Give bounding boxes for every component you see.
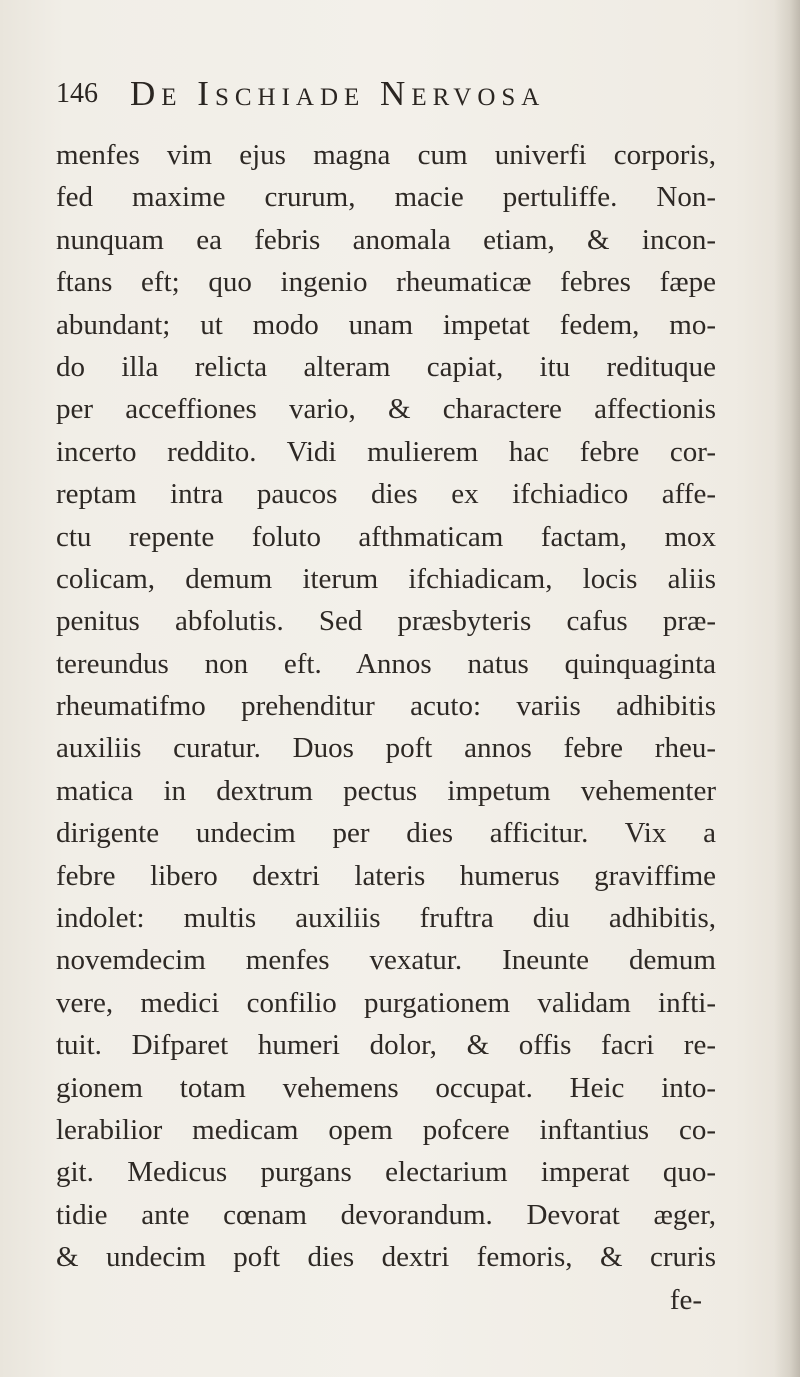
text-line: reptam intra paucos dies ex ifchiadico affe- — [56, 478, 716, 511]
text-line: git. Medicus purgans electarium imperat quo- — [56, 1156, 716, 1189]
text-line: colicam, demum iterum ifchiadicam, locis aliis — [56, 562, 716, 595]
text-line: tereundus non eft. Annos natus quinquaginta — [56, 647, 716, 680]
text-line: tidie ante cœnam devorandum. Devorat æger, — [56, 1198, 716, 1231]
body-text — [56, 134, 716, 1321]
text-line: abundant; ut modo unam impetat fedem, mo- — [56, 308, 716, 341]
text-line: vere, medici confilio purgationem validam infti- — [56, 986, 716, 1019]
text-line: per acceffiones vario, & charactere affectionis — [56, 393, 716, 426]
text-line: fed maxime crurum, macie pertuliffe. Non- — [56, 181, 716, 214]
text-line: menfes vim ejus magna cum univerfi corporis, — [56, 139, 716, 171]
text-line: febre libero dextri lateris humerus graviffime — [56, 859, 716, 892]
text-line: rheumatifmo prehenditur acuto: variis adhibitis — [56, 690, 716, 723]
text-line: penitus abfolutis. Sed præsbyteris cafus præ- — [56, 605, 716, 638]
text-line: incerto reddito. Vidi mulierem hac febre cor- — [56, 435, 716, 468]
catchword: fe- — [669, 1283, 702, 1316]
text-line: dirigente undecim per dies afficitur. Vix a — [56, 817, 716, 850]
text-line: novemdecim menfes vexatur. Ineunte demum — [56, 944, 716, 977]
text-line: gionem totam vehemens occupat. Heic into- — [56, 1071, 716, 1104]
text-line: lerabilior medicam opem pofcere inftantius co- — [56, 1113, 716, 1146]
text-line: indolet: multis auxiliis fruftra diu adhibitis, — [56, 902, 716, 935]
running-head: De Ischiade Nervosa — [130, 74, 546, 113]
text-line: & undecim poft dies dextri femoris, & cruris — [56, 1241, 716, 1274]
text-line: do illa relicta alteram capiat, itu redituque — [56, 350, 716, 383]
text-line: matica in dextrum pectus impetum vehementer — [56, 774, 716, 807]
text-line: auxiliis curatur. Duos poft annos febre rheu- — [56, 732, 716, 765]
text-line: ctu repente foluto afthmaticam factam, mox — [56, 520, 716, 553]
text-line: tuit. Difparet humeri dolor, & offis facri re- — [56, 1029, 716, 1062]
text-line: ftans eft; quo ingenio rheumaticæ febres fæpe — [56, 266, 716, 299]
page-number: 146 — [56, 78, 98, 109]
page-header — [56, 70, 696, 114]
page-edge-shadow — [774, 0, 800, 1377]
text-line: nunquam ea febris anomala etiam, & incon- — [56, 223, 716, 256]
